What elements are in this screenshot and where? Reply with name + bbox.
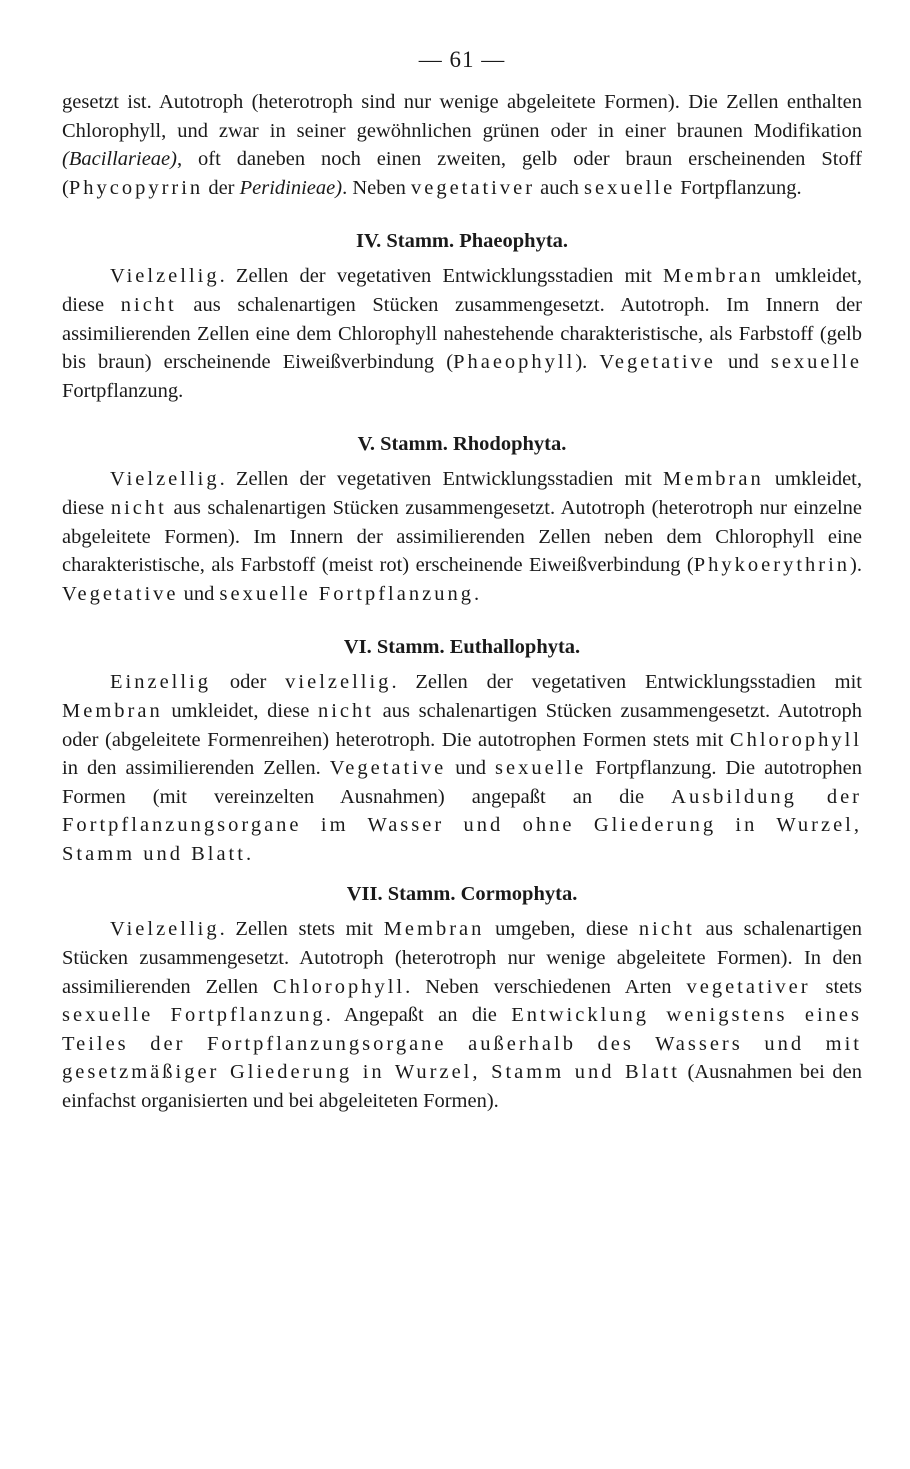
spaced-term: Vielzellig bbox=[110, 468, 220, 491]
text-run: . Zellen der vegetativen Entwicklungsstadien mit bbox=[219, 265, 663, 288]
spaced-term: vegetativer bbox=[410, 176, 536, 199]
text-run: . Zellen der vegetativen Entwicklungsstadien mit bbox=[391, 671, 862, 694]
section-heading-cormophyta: VII. Stamm. Cormophyta. bbox=[346, 883, 578, 906]
spaced-term: Membran bbox=[663, 468, 764, 491]
text-run: Fortpflanzung. bbox=[62, 379, 184, 402]
text-run: . Zellen stets mit bbox=[219, 918, 384, 941]
text-run: der bbox=[203, 176, 240, 199]
taxon-name: Peridinieae) bbox=[239, 176, 343, 199]
spaced-term: Ausbildung der Fortpflanzungsorgane im Wasser und ohne Gliederung in Wurzel, Stamm und Blatt bbox=[62, 785, 862, 865]
spaced-term: nicht bbox=[120, 293, 177, 316]
spaced-term: Chlorophyll bbox=[729, 728, 862, 751]
text-run: und bbox=[446, 757, 496, 780]
taxon-name: (Bacillarieae) bbox=[62, 148, 177, 171]
spaced-term: Membran bbox=[62, 699, 163, 722]
section-body-rhodophyta bbox=[62, 465, 862, 608]
text-run: . bbox=[245, 842, 252, 865]
section-body-cormophyta bbox=[62, 915, 862, 1115]
section-heading-phaeophyta: IV. Stamm. Phaeophyta. bbox=[355, 230, 569, 253]
spaced-term: Vegetative bbox=[62, 582, 179, 605]
spaced-term: Membran bbox=[663, 265, 764, 288]
text-run: und bbox=[715, 351, 771, 374]
spaced-term: Phaeophyll bbox=[453, 351, 576, 374]
text-run: ). bbox=[850, 554, 862, 577]
intro-paragraph bbox=[62, 88, 862, 202]
spaced-term: vegetativer bbox=[686, 975, 811, 998]
spaced-term: Phykoerythrin bbox=[693, 554, 851, 577]
text-run: . bbox=[473, 582, 480, 605]
section-heading-euthallophyta: VI. Stamm. Euthallophyta. bbox=[343, 636, 581, 659]
text-run: umkleidet, diese bbox=[62, 468, 862, 519]
page-number: — 61 — bbox=[418, 47, 506, 72]
text-run: . Zellen der vegetativen Entwicklungsstadien mit bbox=[219, 468, 663, 491]
spaced-term: Entwicklung wenigstens eines Teiles der Fortpflanzungsorgane außerhalb des Wassers und mit gesetzmäßiger Gliederung in Wurzel, Stamm und Blatt bbox=[62, 1004, 862, 1084]
spaced-term: Einzellig bbox=[110, 671, 212, 694]
text-run: Fortpflanzung. bbox=[675, 176, 802, 199]
text-run: (Ausnahmen bei den einfachst organisierten und bei abgeleiteten Formen). bbox=[62, 1061, 862, 1113]
spaced-term: nicht bbox=[110, 496, 167, 519]
text-run: und bbox=[178, 582, 220, 605]
spaced-term: nicht bbox=[317, 699, 374, 722]
spaced-term: vielzellig bbox=[285, 671, 392, 694]
spaced-term: nicht bbox=[638, 918, 695, 941]
spaced-term: sexuelle bbox=[770, 351, 863, 374]
spaced-term: Membran bbox=[383, 918, 485, 941]
text-run: in den assimilierenden Zellen. bbox=[62, 757, 330, 780]
spaced-term: sexuelle bbox=[495, 757, 587, 780]
section-body-euthallophyta bbox=[62, 668, 862, 868]
text-run: stets bbox=[810, 975, 862, 998]
text-run: Fortpflanzung. Die autotrophen Formen (mit vereinzelten Ausnahmen) angepaßt an die bbox=[62, 757, 863, 808]
text-run: oder bbox=[211, 671, 286, 694]
section-heading-rhodophyta: V. Stamm. Rhodophyta. bbox=[357, 433, 567, 456]
spaced-term: Phycopyrrin bbox=[68, 176, 204, 199]
spaced-term: sexuelle Fortpflanzung bbox=[62, 1004, 326, 1027]
text-run: aus schalenartigen Stücken zusammengesetzt. Autotroph (heterotroph nur wenige abgeleitete Formen). In den assimilierenden Zellen bbox=[62, 918, 863, 998]
spaced-term: Vielzellig bbox=[110, 918, 220, 941]
text-run: umgeben, diese bbox=[484, 918, 639, 941]
text-run: . Neben bbox=[342, 176, 411, 199]
text-run: umkleidet, diese bbox=[162, 699, 318, 722]
text-run: . Neben verschiedenen Arten bbox=[405, 975, 687, 998]
section-body-phaeophyta bbox=[62, 262, 862, 405]
text-run: umkleidet, diese bbox=[62, 265, 862, 316]
spaced-term: Vielzellig bbox=[110, 265, 220, 288]
spaced-term: sexuelle Fortpflanzung bbox=[219, 582, 474, 605]
text-run: . Angepaßt an die bbox=[325, 1004, 512, 1027]
text-run: auch bbox=[535, 176, 584, 199]
text-run: , oft daneben noch einen zweiten, gelb oder braun erscheinenden Stoff ( bbox=[62, 148, 862, 199]
text-run: aus schalenartigen Stücken zusammengesetzt. Autotroph oder (abgeleitete Formenreihen) heterotroph. Die autotrophen Formen stets mit bbox=[62, 699, 862, 751]
spaced-term: sexuelle bbox=[584, 176, 676, 199]
text-run: aus schalenartigen Stücken zusammengesetzt. Autotroph. Im Innern der assimilierenden Zellen eine dem Chlorophyll nahestehende charakteristische, als Farbstoff (gelb bis braun) erscheinende Eiweißverbindung ( bbox=[62, 293, 862, 374]
text-run: aus schalenartigen Stücken zusammengesetzt. Autotroph (heterotroph nur einzelne abgeleitete Formen). Im Innern der assimilierenden Zellen neben dem Chlorophyll eine charakteristische, als Farbstoff (meist rot) erscheinende Eiweißverbindung ( bbox=[62, 496, 862, 577]
spaced-term: Vegetative bbox=[599, 351, 716, 374]
spaced-term: Chlorophyll bbox=[273, 975, 406, 998]
text-run: gesetzt ist. Autotroph (heterotroph sind nur wenige abgeleitete Formen). Die Zellen enthalten Chlorophyll, und zwar in seiner gewöhnlichen grünen oder in einer braunen Modifikation bbox=[62, 91, 862, 142]
document-page bbox=[62, 44, 862, 1116]
spaced-term: Vegetative bbox=[329, 757, 447, 780]
text-run: ). bbox=[575, 351, 600, 374]
